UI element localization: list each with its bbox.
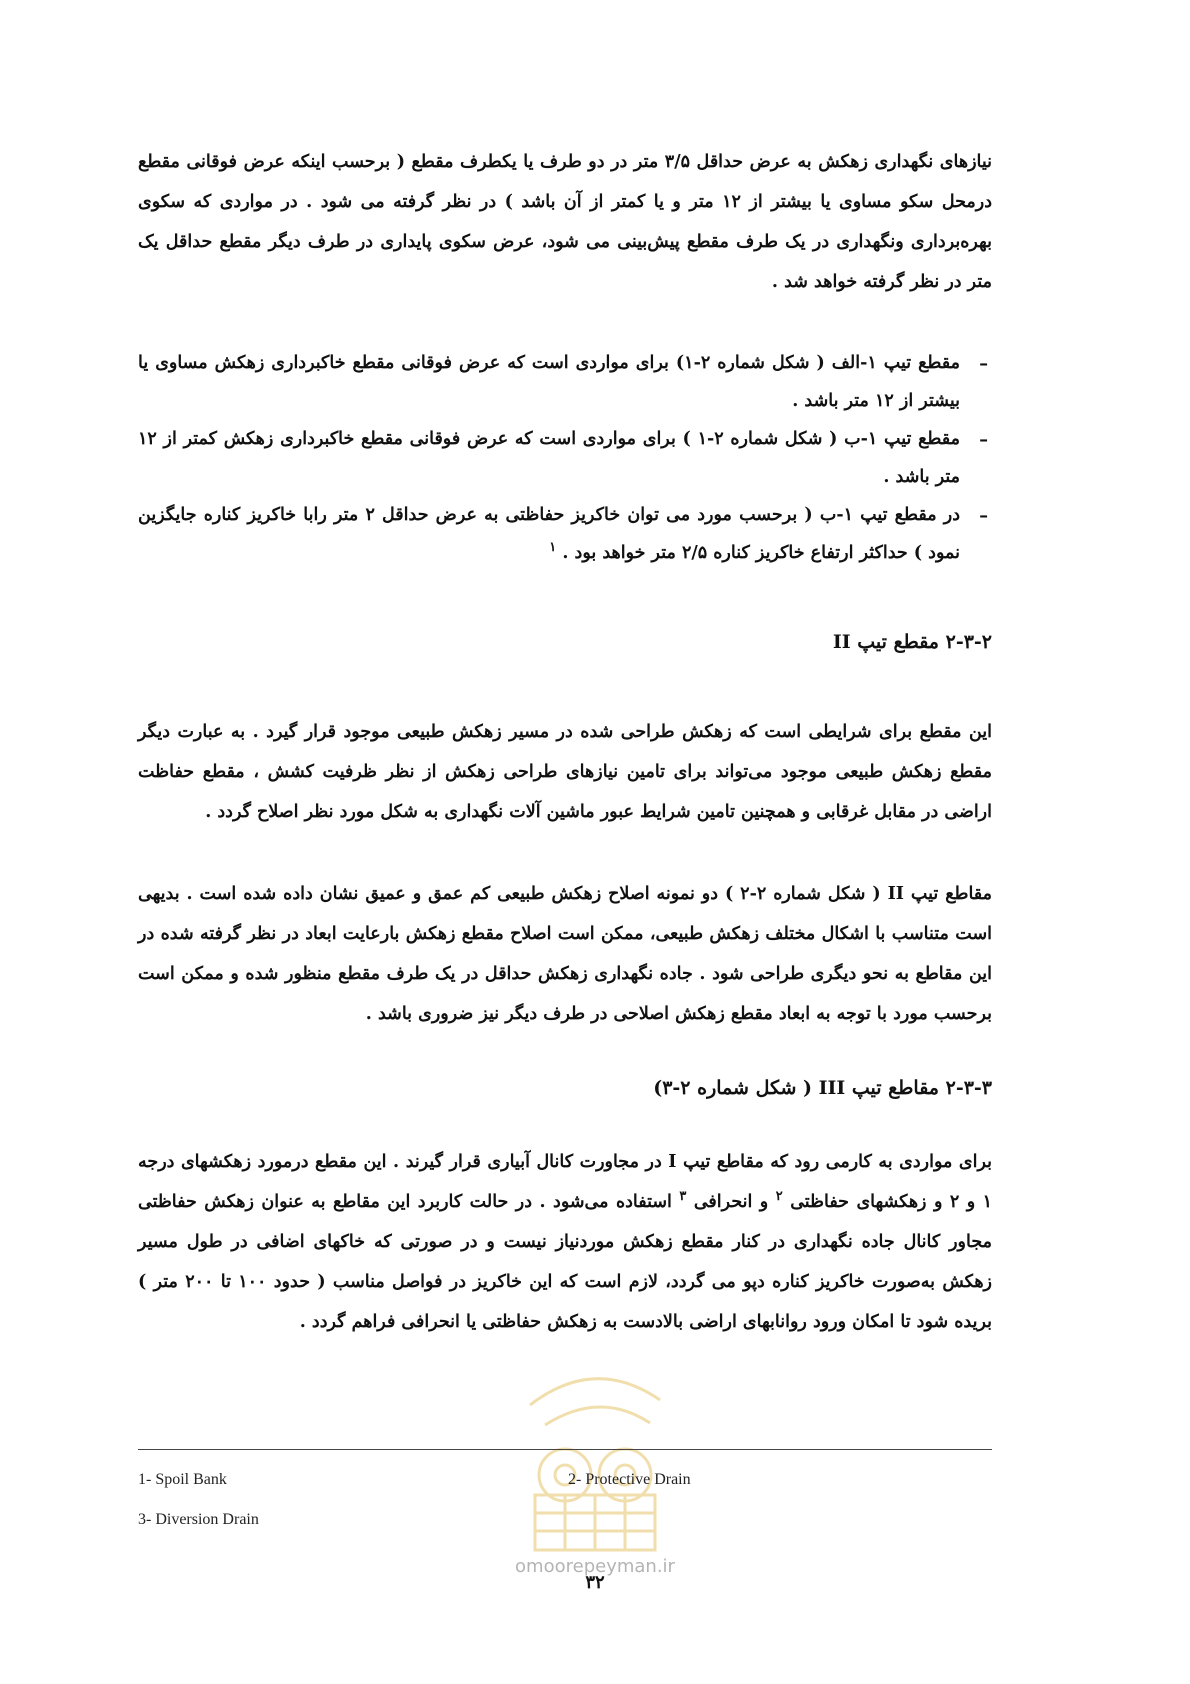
footnote-2: 2- Protective Drain xyxy=(568,1471,691,1488)
section-heading-2-3-2: ۲-۳-۲ مقطع تیپ II xyxy=(832,631,992,653)
bullet-dash: – xyxy=(979,430,988,450)
paragraph-text: استفاده می‌شود . در حالت کاربرد این مقاطع به عنوان زهکش حفاظتی مجاور کانال جاده نگهداری در کنار مقطع زهکش موردنیاز نیست و در صورتی که خاکهای اضافی در طول مسیر زهکش به‌صورت خاکریز کناره دپو می گردد، لازم است که این خاکریز در فواصل مناسب ( حدود ۱۰۰ تا ۲۰۰ متر ) بریده شود تا امکان ورود روانابهای اراضی بالادست به زهکش حفاظتی یا انحرافی فراهم گردد . xyxy=(138,1192,992,1332)
footnote-1: 1- Spoil Bank xyxy=(138,1471,227,1488)
list-item xyxy=(138,496,992,572)
paragraph-type-2-intro: این مقطع برای شرایطی است که زهکش طراحی شده در مسیر زهکش طبیعی موجود قرار گیرد . به عبارت دیگر مقطع زهکش طبیعی موجود می‌تواند برای تامین نیازهای طراحی زهکش از نظر ظرفیت کشش ، مقطع حفاظت اراضی در مقابل غرقابی و همچنین تامین شرایط عبور ماشین آلات نگهداری به شکل مورد نظر اصلاح گردد . xyxy=(138,722,992,822)
paragraph-type-2-details: مقاطع تیپ II ( شکل شماره ۲-۲ ) دو نمونه اصلاح زهکش طبیعی کم عمق و عمیق نشان داده شده است . بدیهی است متناسب با اشکال مختلف زهکش طبیعی، ممکن است اصلاح مقطع زهکش بارعایت ابعاد در نظر گرفته شده در این مقاطع به نحو دیگری طراحی شود . جاده نگهداری زهکش حداقل در یک طرف مقطع منظور شده و ممکن است برحسب مورد با توجه به ابعاد مقطع زهکش اصلاحی در طرف دیگر نیز ضروری باشد . xyxy=(138,884,992,1024)
page-body xyxy=(138,142,992,1342)
watermark-url: omoorepeyman.ir xyxy=(515,1556,675,1577)
list-item xyxy=(138,420,992,496)
footnote-3: 3- Diversion Drain xyxy=(138,1511,259,1528)
footnote-ref-3: ۳ xyxy=(679,1189,687,1205)
paragraph-maintenance-needs: نیازهای نگهداری زهکش به عرض حداقل ۳/۵ متر در دو طرف یا یکطرف مقطع ( برحسب اینکه عرض فوقانی مقطع درمحل سکو مساوی یا بیشتر از ۱۲ متر و یا کمتر از آن باشد ) در نظر گرفته می شود . در مواردی که سکوی بهره‌برداری ونگهداری در یک طرف مقطع پیش‌بینی می شود، عرض سکوی پایداری در طرف دیگر مقطع حداقل یک متر در نظر گرفته خواهد شد . xyxy=(138,152,992,292)
bullet-dash: – xyxy=(979,506,988,526)
type-1-bullet-list xyxy=(138,344,992,572)
bullet-dash: – xyxy=(979,354,988,374)
section-heading-2-3-3: ۲-۳-۳ مقاطع تیپ III ( شکل شماره ۲-۳) xyxy=(653,1077,992,1099)
bullet-text: در مقطع تیپ ۱-ب ( برحسب مورد می توان خاکریز حفاظتی به عرض حداقل ۲ متر رابا خاکریز کناره جایگزین نمود ) حداکثر ارتفاع خاکریز کناره ۲/۵ متر خواهد بود . xyxy=(138,505,960,563)
page-number: ۳۲ xyxy=(585,1572,605,1593)
bullet-text: مقطع تیپ ۱-ب ( شکل شماره ۲-۱ ) برای مواردی است که عرض فوقانی مقطع خاکبرداری زهکش کمتر از ۱۲ متر باشد . xyxy=(138,429,960,487)
paragraph-text: برای مواردی به کارمی رود که مقاطع تیپ I در مجاورت کانال آبیاری قرار گیرند . این مقطع درمورد زهکشهای درجه ۱ و ۲ و زهکشهای حفاظتی xyxy=(138,1152,993,1212)
paragraph-type-3 xyxy=(138,1142,992,1342)
bullet-text: مقطع تیپ ۱-الف ( شکل شماره ۲-۱) برای مواردی است که عرض فوقانی مقطع خاکبرداری زهکش مساوی یا بیشتر از ۱۲ متر باشد . xyxy=(138,353,961,411)
footnote-ref-2: ۲ xyxy=(775,1189,783,1205)
footnote-divider xyxy=(138,1449,992,1450)
list-item xyxy=(138,344,992,420)
footnote-ref-1: ۱ xyxy=(549,540,557,556)
watermark-logo-icon xyxy=(490,1345,700,1565)
paragraph-text: و انحرافی xyxy=(693,1192,769,1212)
